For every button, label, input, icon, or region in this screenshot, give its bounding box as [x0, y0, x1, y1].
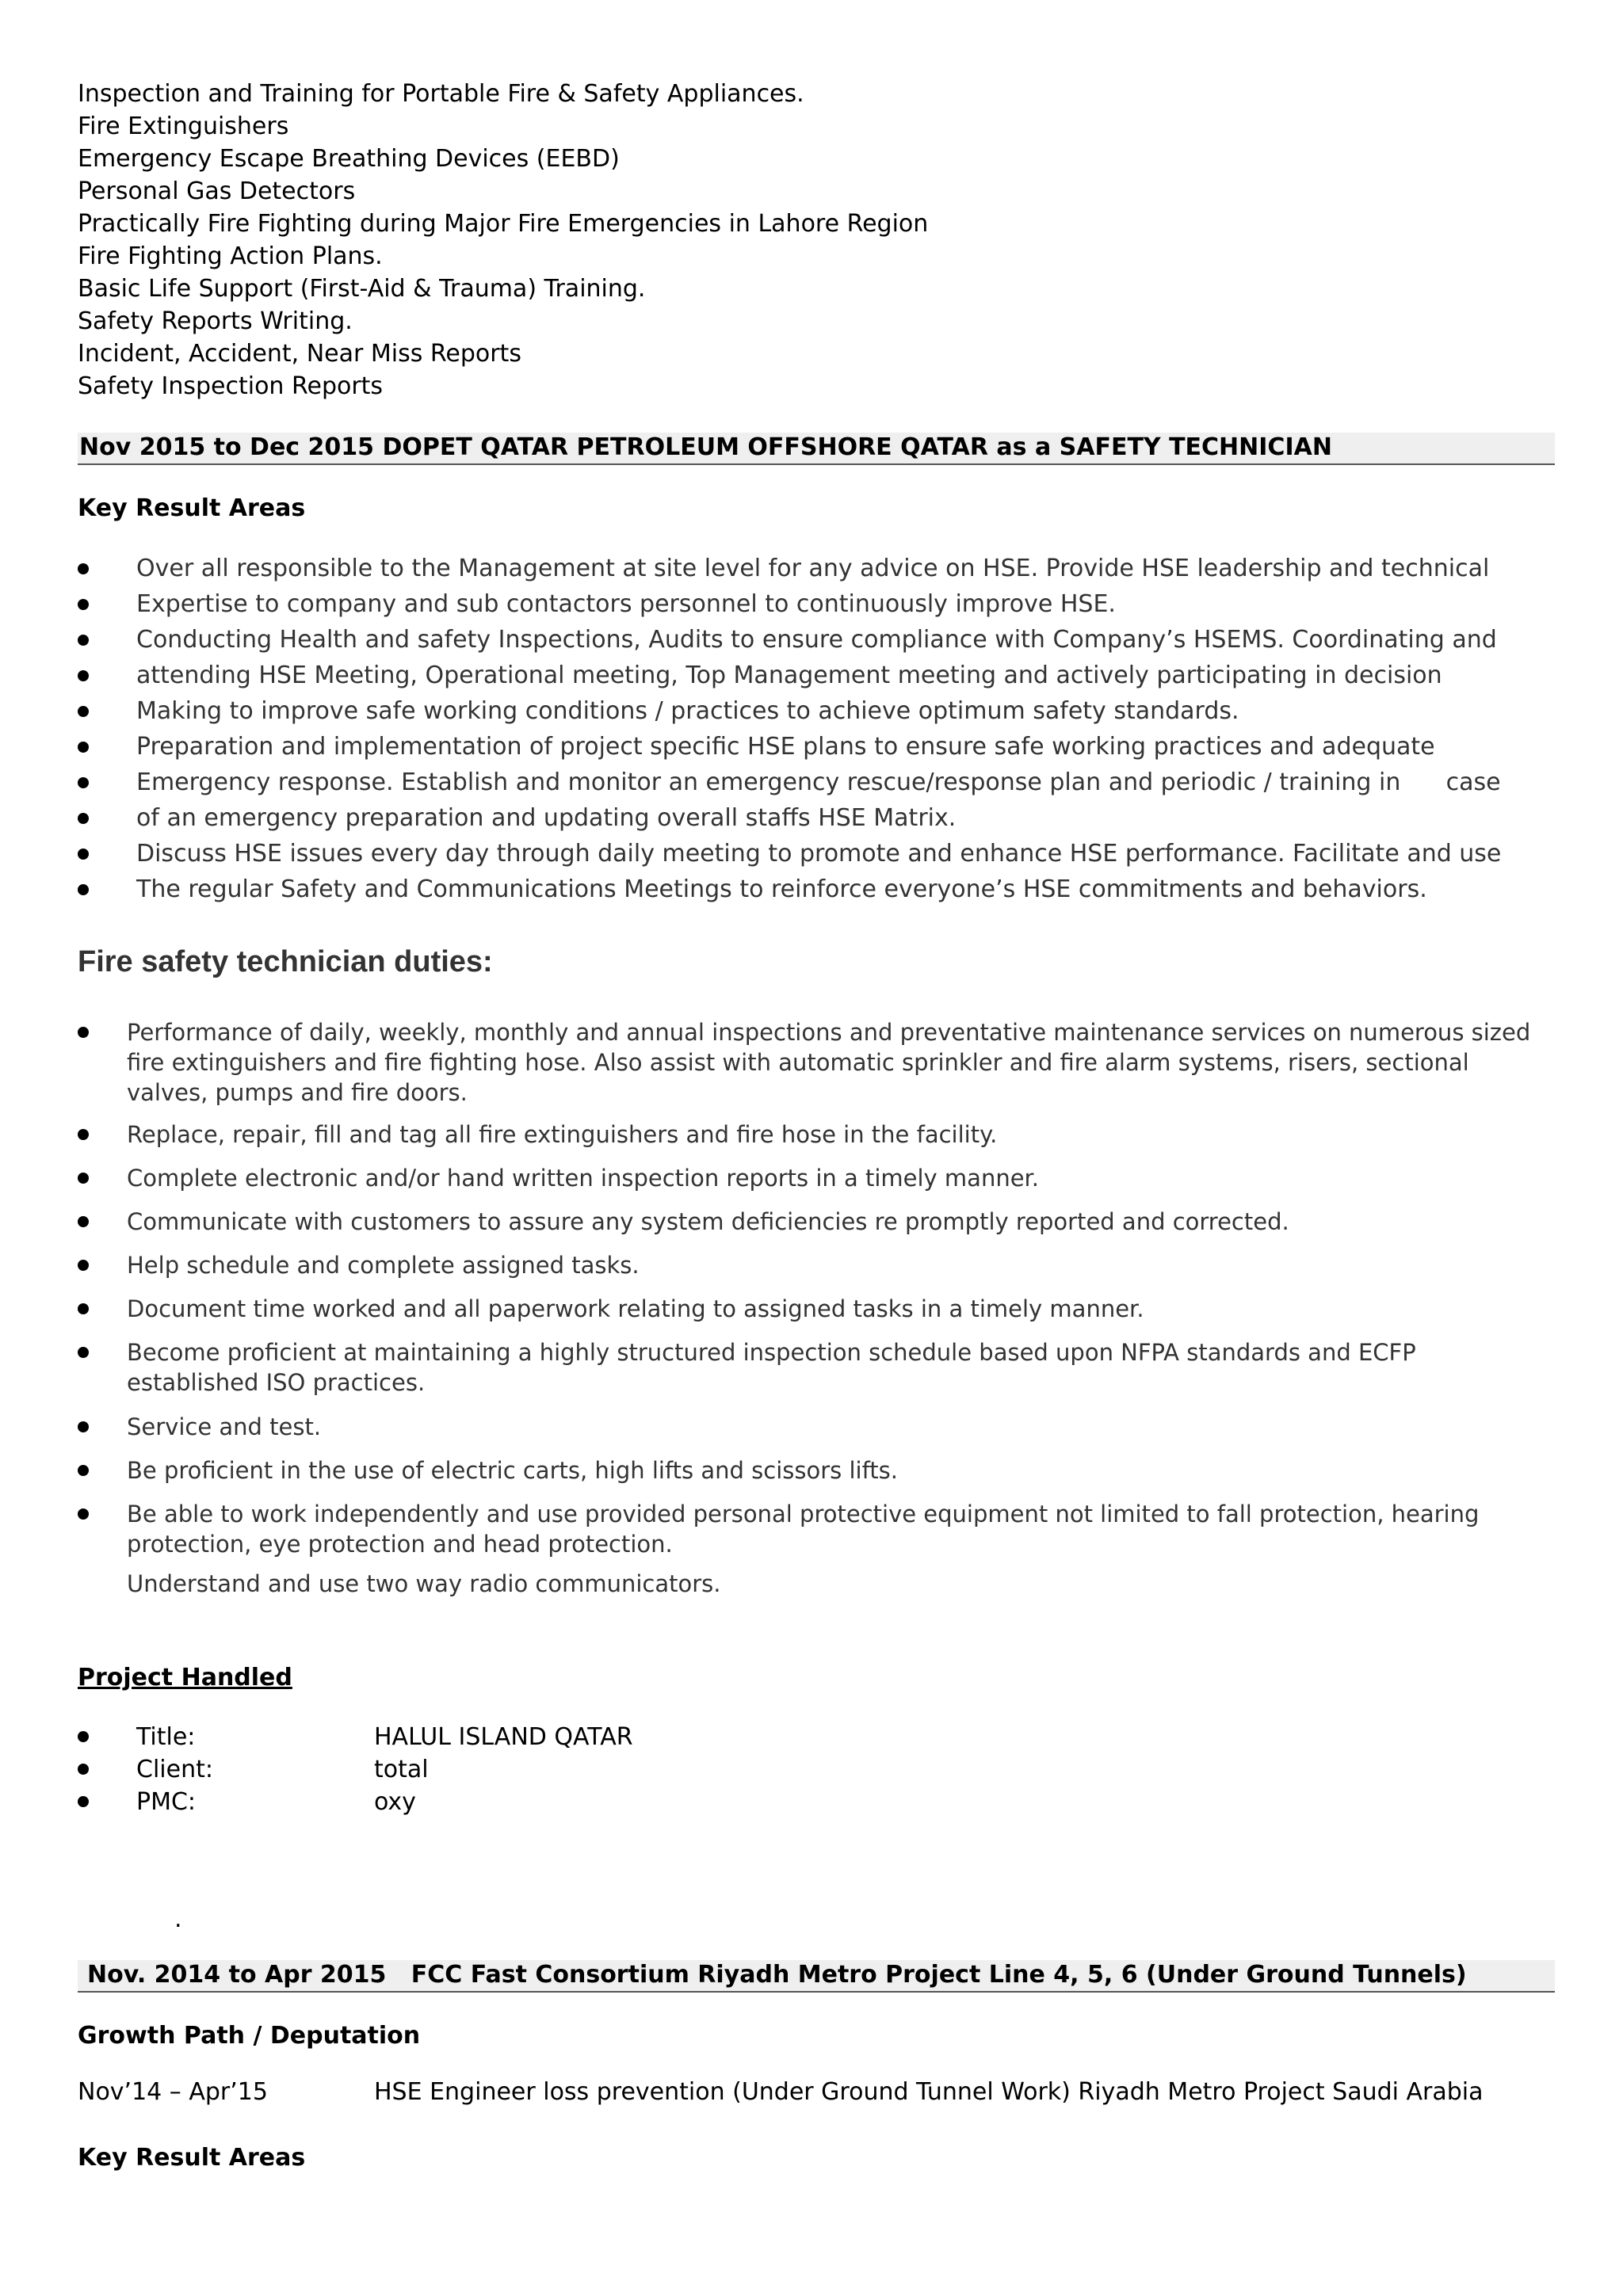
- project-value: oxy: [374, 1788, 416, 1816]
- project-label: PMC:: [136, 1788, 197, 1816]
- bullet-icon: [78, 1421, 89, 1432]
- project-label: Client:: [136, 1756, 213, 1783]
- duty-item: Be proficient in the use of electric carts, high lifts and scissors lifts.: [127, 1457, 898, 1484]
- duty-item: Be able to work independently and use provided personal protective equipment not limited to fall protection, hearing protection, eye protection and head protection.: [127, 1501, 1480, 1558]
- growth-role: HSE Engineer loss prevention (Under Ground Tunnel Work) Riyadh Metro Project Saudi Arabia: [374, 2078, 1484, 2106]
- bullet-icon: [78, 670, 89, 681]
- bullet-icon: [78, 742, 89, 753]
- duty-item: Complete electronic and/or hand written inspection reports in a timely manner.: [127, 1165, 1040, 1192]
- duty-item: Communicate with customers to assure any system deficiencies re promptly reported and corrected.: [127, 1208, 1289, 1235]
- bullet-icon: [78, 1796, 89, 1807]
- top-list-item: Fire Extinguishers: [78, 113, 289, 140]
- bullet-icon: [78, 849, 89, 860]
- job2-header-bar: [78, 1960, 1555, 1993]
- bullet-icon: [78, 563, 89, 574]
- bullet-icon: [78, 1173, 89, 1184]
- job1-kra-item: of an emergency preparation and updating overall staffs HSE Matrix.: [136, 804, 957, 832]
- project-title: Project Handled: [78, 1664, 292, 1691]
- job1-kra-title: Key Result Areas: [78, 494, 306, 522]
- bullet-icon: [78, 1764, 89, 1775]
- job1-kra-item: attending HSE Meeting, Operational meeting, Top Management meeting and actively participating in decision: [136, 662, 1442, 689]
- duty-item: Document time worked and all paperwork relating to assigned tasks in a timely manner.: [127, 1295, 1144, 1322]
- job1-kra-item: Over all responsible to the Management at site level for any advice on HSE. Provide HSE leadership and technical: [136, 555, 1490, 582]
- bullet-icon: [78, 1303, 89, 1314]
- project-value: total: [374, 1756, 429, 1783]
- top-list-item: Safety Inspection Reports: [78, 372, 384, 400]
- bullet-icon: [78, 599, 89, 610]
- bullet-icon: [78, 635, 89, 646]
- top-list-item: Basic Life Support (First-Aid & Trauma) Training.: [78, 275, 646, 303]
- bullet-icon: [78, 1465, 89, 1476]
- job1-kra-item: Making to improve safe working conditions / practices to achieve optimum safety standards.: [136, 697, 1239, 725]
- duty-item: Become proficient at maintaining a highly structured inspection schedule based upon NFPA standards and ECFP established ISO practices.: [127, 1339, 1416, 1396]
- job1-kra-item: Preparation and implementation of project specific HSE plans to ensure safe working practices and adequate: [136, 733, 1435, 761]
- top-list-item: Inspection and Training for Portable Fire & Safety Appliances.: [78, 80, 804, 108]
- job1-kra-item: Expertise to company and sub contactors personnel to continuously improve HSE.: [136, 590, 1116, 618]
- growth-period: Nov’14 – Apr’15: [78, 2078, 268, 2106]
- top-list-item: Personal Gas Detectors: [78, 177, 356, 205]
- duty-item: Help schedule and complete assigned tasks.: [127, 1252, 640, 1279]
- bullet-icon: [78, 1027, 89, 1038]
- job2-growth-title: Growth Path / Deputation: [78, 2022, 421, 2050]
- bullet-icon: [78, 777, 89, 788]
- job1-kra-item: Emergency response. Establish and monitor an emergency rescue/response plan and periodic / training in case: [136, 769, 1501, 796]
- job1-header-bar: [78, 433, 1555, 465]
- job2-kra-title: Key Result Areas: [78, 2144, 306, 2172]
- bullet-icon: [78, 884, 89, 895]
- bullet-icon: [78, 813, 89, 824]
- top-list-item: Fire Fighting Action Plans.: [78, 242, 383, 270]
- duty-item: Replace, repair, fill and tag all fire extinguishers and fire hose in the facility.: [127, 1121, 998, 1148]
- job1-header: Nov 2015 to Dec 2015 DOPET QATAR PETROLEUM OFFSHORE QATAR as a SAFETY TECHNICIAN: [79, 433, 1332, 461]
- bullet-icon: [78, 706, 89, 717]
- stray-dot: .: [174, 1905, 182, 1933]
- bullet-icon: [78, 1216, 89, 1227]
- bullet-icon: [78, 1260, 89, 1271]
- duty-extra-line: Understand and use two way radio communicators.: [127, 1570, 721, 1597]
- project-value: HALUL ISLAND QATAR: [374, 1723, 633, 1751]
- job2-header: Nov. 2014 to Apr 2015 FCC Fast Consortium Riyadh Metro Project Line 4, 5, 6 (Under Ground Tunnels): [87, 1961, 1467, 1989]
- top-list-item: Emergency Escape Breathing Devices (EEBD): [78, 145, 620, 173]
- bullet-icon: [78, 1347, 89, 1358]
- job1-kra-item: Conducting Health and safety Inspections, Audits to ensure compliance with Company’s HSEMS. Coordinating and: [136, 626, 1497, 654]
- bullet-icon: [78, 1508, 89, 1520]
- top-list-item: Safety Reports Writing.: [78, 307, 353, 335]
- top-list-item: Practically Fire Fighting during Major Fire Emergencies in Lahore Region: [78, 210, 929, 238]
- duties-title: Fire safety technician duties:: [78, 945, 493, 978]
- top-list-item: Incident, Accident, Near Miss Reports: [78, 340, 521, 368]
- project-label: Title:: [136, 1723, 196, 1751]
- job1-kra-item: The regular Safety and Communications Meetings to reinforce everyone’s HSE commitments and behaviors.: [136, 875, 1427, 903]
- job1-kra-item: Discuss HSE issues every day through daily meeting to promote and enhance HSE performance. Facilitate and use: [136, 840, 1502, 868]
- duty-item: Service and test.: [127, 1413, 322, 1440]
- bullet-icon: [78, 1731, 89, 1742]
- bullet-icon: [78, 1129, 89, 1140]
- duty-item: Performance of daily, weekly, monthly and annual inspections and preventative maintenance services on numerous sized fire extinguishers and fire fighting hose. Also assist with automatic sprinkler and fire alarm systems, risers, sectional valves, pumps and fire doors.: [127, 1019, 1531, 1106]
